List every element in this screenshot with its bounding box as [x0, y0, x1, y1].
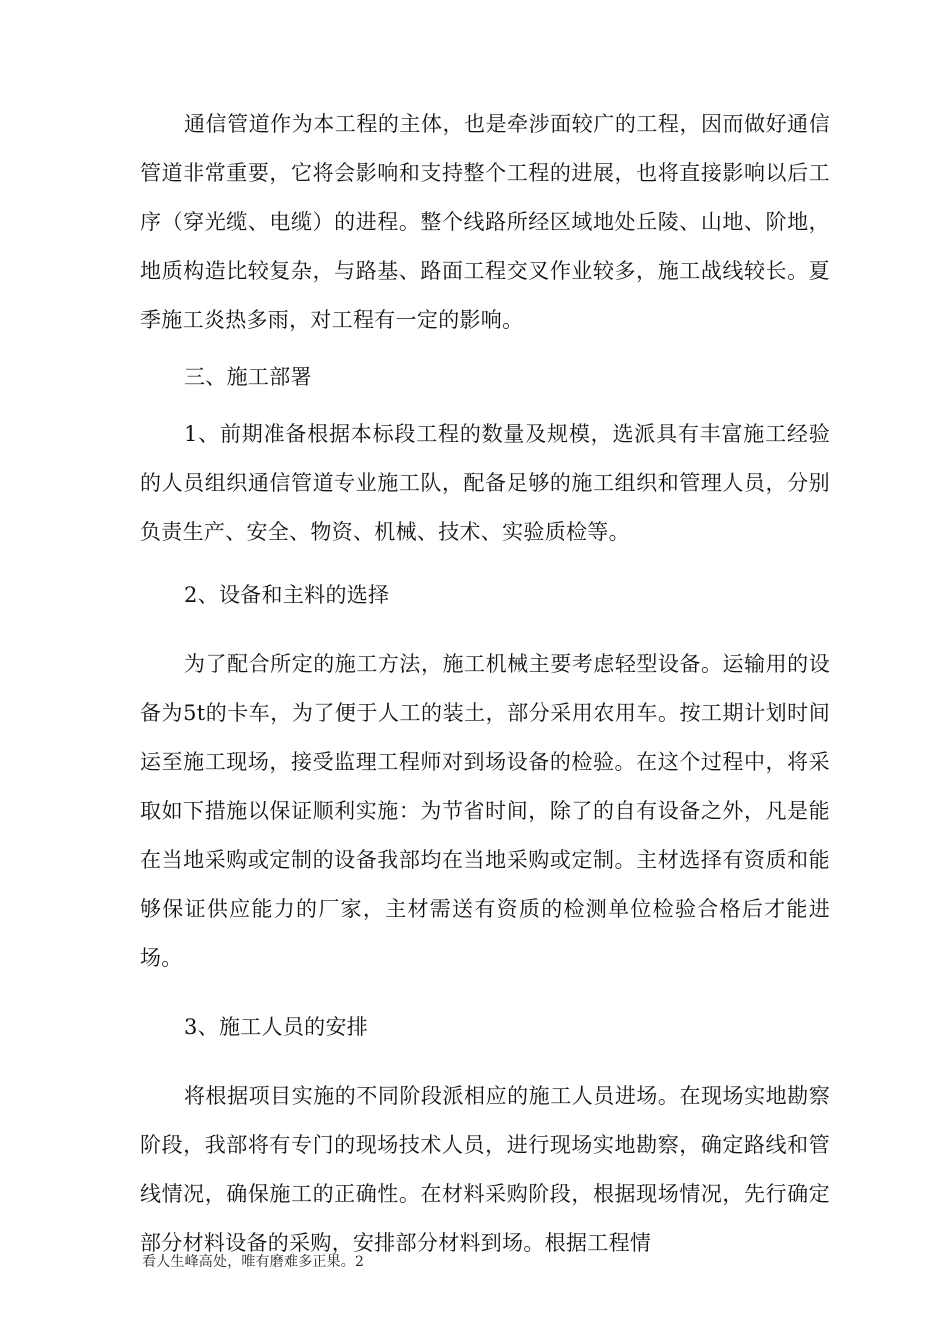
- paragraph-personnel: 将根据项目实施的不同阶段派相应的施工人员进场。在现场实地勘察阶段，我部将有专门的现场技术人员，进行现场实地勘察，确定路线和管线情况，确保施工的正确性。在材料采购阶段，根据现场情况，先行确定部分材料设备的采购，安排部分材料到场。根据工程情: [140, 1084, 830, 1255]
- subheading-equipment-materials: 2、设备和主料的选择: [184, 583, 390, 607]
- document-body: [140, 100, 830, 1268]
- section-heading-construction-deployment: 三、施工部署: [184, 365, 312, 389]
- paragraph-equipment-materials: 为了配合所定的施工方法，施工机械主要考虑轻型设备。运输用的设备为5t的卡车，为了便于人工的装土，部分采用农用车。按工期计划时间运至施工现场，接受监理工程师对到场设备的检验。在这个过程中，将采取如下措施以保证顺利实施：为节省时间，除了的自有设备之外，凡是能在当地采购或定制的设备我部均在当地采购或定制。主材选择有资质和能够保证供应能力的厂家，主材需送有资质的检测单位检验合格后才能进场。: [140, 652, 830, 970]
- page-footer: 看人生峰高处，唯有磨难多正果。2: [142, 1254, 365, 1270]
- paragraph-project-overview: 通信管道作为本工程的主体，也是牵涉面较广的工程，因而做好通信管道非常重要，它将会影响和支持整个工程的进展，也将直接影响以后工序（穿光缆、电缆）的进程。整个线路所经区域地处丘陵、山地、阶地，地质构造比较复杂，与路基、路面工程交叉作业较多，施工战线较长。夏季施工炎热多雨，对工程有一定的影响。: [140, 112, 830, 332]
- subheading-personnel: 3、施工人员的安排: [184, 1015, 369, 1039]
- paragraph-preparation: 1、前期准备根据本标段工程的数量及规模，选派具有丰富施工经验的人员组织通信管道专业施工队，配备足够的施工组织和管理人员，分别负责生产、安全、物资、机械、技术、实验质检等。: [140, 422, 830, 544]
